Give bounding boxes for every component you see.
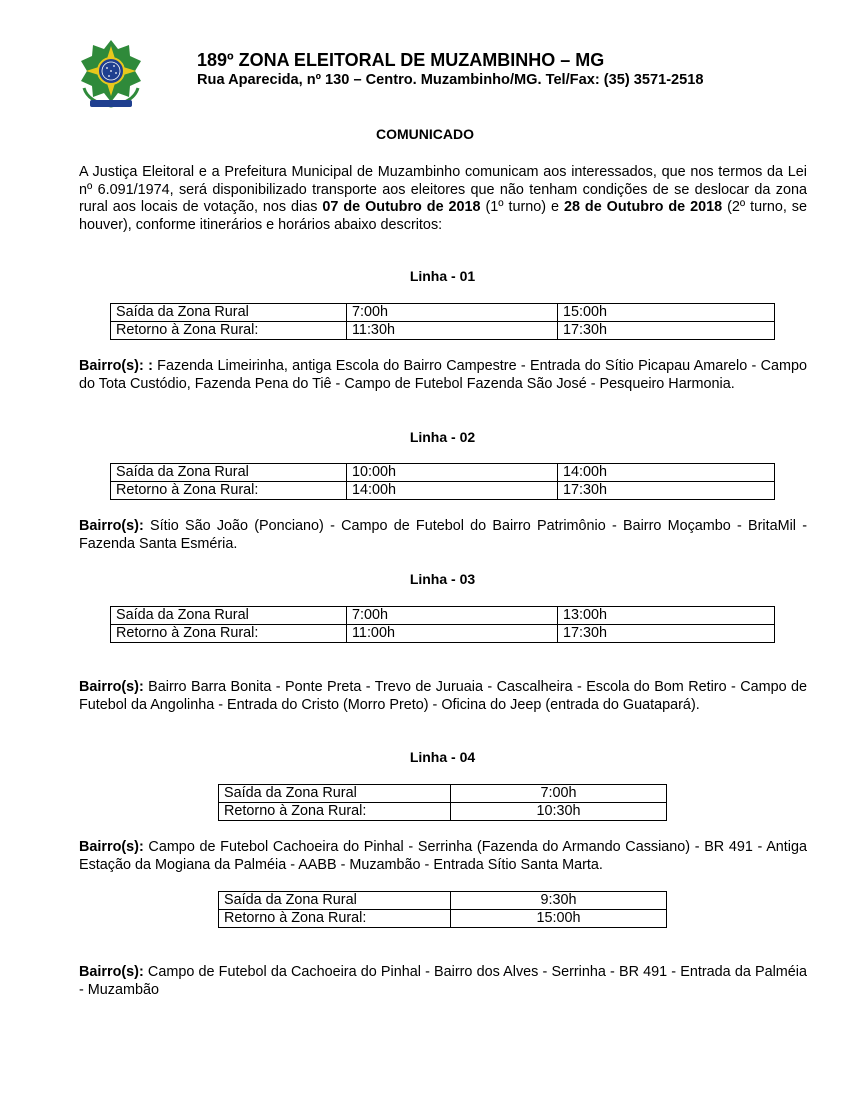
- return-time: 10:30h: [451, 803, 667, 821]
- departure-label: Saída da Zona Rural: [111, 464, 347, 482]
- table-row: [219, 803, 667, 821]
- departure-time: 9:30h: [451, 892, 667, 910]
- linha-02-schedule-table: [110, 463, 775, 500]
- return-time: 11:00h: [347, 625, 558, 643]
- second-round-date: 28 de Outubro de 2018: [563, 199, 723, 216]
- linha-04-bairros-b: [79, 964, 807, 999]
- first-round-date: 07 de Outubro de 2018: [322, 199, 481, 216]
- departure-label: Saída da Zona Rural: [219, 892, 451, 910]
- departure-time: 10:00h: [347, 464, 558, 482]
- bairros-text: Sítio São João (Ponciano) - Campo de Futebol do Bairro Patrimônio - Bairro Moçambo - BritaMil - Fazenda Santa Esméria.: [79, 518, 807, 552]
- return-time: 17:30h: [558, 625, 775, 643]
- linha-04-bairros-a: [79, 839, 807, 874]
- departure-label: Saída da Zona Rural: [111, 304, 347, 322]
- departure-time: 7:00h: [347, 607, 558, 625]
- return-label: Retorno à Zona Rural:: [111, 322, 347, 340]
- linha-04-schedule-table-a: [218, 784, 667, 821]
- linha-04-title: Linha - 04: [409, 749, 476, 765]
- linha-02-bairros: [79, 518, 807, 553]
- intro-text-2: (1º turno) e: [480, 199, 564, 216]
- return-label: Retorno à Zona Rural:: [219, 910, 451, 928]
- bairros-label: Bairro(s):: [79, 839, 144, 855]
- header-address: Rua Aparecida, nº 130 – Centro. Muzambinho/MG. Tel/Fax: (35) 3571-2518: [197, 72, 704, 88]
- departure-time: 7:00h: [451, 785, 667, 803]
- return-time: 17:30h: [558, 322, 775, 340]
- return-label: Retorno à Zona Rural:: [219, 803, 451, 821]
- bairros-label: Bairro(s):: [79, 679, 144, 695]
- bairros-label: Bairro(s):: [79, 518, 144, 534]
- table-row: [219, 892, 667, 910]
- bairros-text: Bairro Barra Bonita - Ponte Preta - Trevo de Juruaia - Cascalheira - Escola do Bom Retiro - Campo de Futebol da Angolinha - Entrada do Cristo (Morro Preto) - Oficina do Jeep (entrada do Guatapará).: [79, 679, 807, 713]
- bairros-text: Campo de Futebol Cachoeira do Pinhal - Serrinha (Fazenda do Armando Cassiano) - BR 491 - Antiga Estação da Mogiana da Palméia - AABB - Muzambão - Entrada Sítio Santa Marta.: [79, 839, 807, 873]
- table-row: [219, 785, 667, 803]
- departure-time: 14:00h: [558, 464, 775, 482]
- table-row: [219, 910, 667, 928]
- linha-01-bairros: [79, 358, 807, 393]
- bairros-label: Bairro(s): :: [79, 358, 153, 374]
- bairros-label: Bairro(s):: [79, 964, 144, 980]
- return-label: Retorno à Zona Rural:: [111, 482, 347, 500]
- table-row: [111, 322, 775, 340]
- linha-01-schedule-table: [110, 303, 775, 340]
- linha-04-schedule-table-b: [218, 891, 667, 928]
- table-row: [111, 482, 775, 500]
- table-row: [111, 607, 775, 625]
- departure-time: 13:00h: [558, 607, 775, 625]
- table-row: [111, 625, 775, 643]
- departure-label: Saída da Zona Rural: [111, 607, 347, 625]
- table-row: [111, 464, 775, 482]
- bairros-text: Fazenda Limeirinha, antiga Escola do Bairro Campestre - Entrada do Sítio Picapau Amarelo - Campo do Tota Custódio, Fazenda Pena do Tiê - Campo de Futebol Fazenda São José - Pesqueiro Harmonia.: [79, 358, 807, 392]
- linha-02-title: Linha - 02: [409, 429, 476, 445]
- return-label: Retorno à Zona Rural:: [111, 625, 347, 643]
- return-time: 15:00h: [451, 910, 667, 928]
- departure-time: 15:00h: [558, 304, 775, 322]
- linha-03-bairros: [79, 679, 807, 714]
- notice-intro: [79, 164, 807, 234]
- linha-03-title: Linha - 03: [409, 571, 476, 587]
- coat-of-arms-icon: [78, 38, 144, 110]
- header-title: 189º ZONA ELEITORAL DE MUZAMBINHO – MG: [197, 50, 605, 70]
- departure-time: 7:00h: [347, 304, 558, 322]
- return-time: 11:30h: [347, 322, 558, 340]
- bairros-text: Campo de Futebol da Cachoeira do Pinhal - Bairro dos Alves - Serrinha - BR 491 - Entrada da Palméia - Muzambão: [79, 964, 807, 998]
- linha-03-schedule-table: [110, 606, 775, 643]
- intro-text-3: (2º turno, se houver), conforme itinerários e horários abaixo descritos:: [79, 199, 808, 233]
- departure-label: Saída da Zona Rural: [219, 785, 451, 803]
- table-row: [111, 304, 775, 322]
- return-time: 14:00h: [347, 482, 558, 500]
- return-time: 17:30h: [558, 482, 775, 500]
- linha-01-title: Linha - 01: [409, 268, 476, 284]
- intro-text-1: A Justiça Eleitoral e a Prefeitura Municipal de Muzambinho comunicam aos interessados, que nos termos da Lei nº 6.091/1974, será disponibilizado transporte aos eleitores que não tenham condições de se deslocar da zona rural aos locais de votação, nos dias: [79, 164, 807, 216]
- notice-heading: COMUNICADO: [376, 126, 474, 142]
